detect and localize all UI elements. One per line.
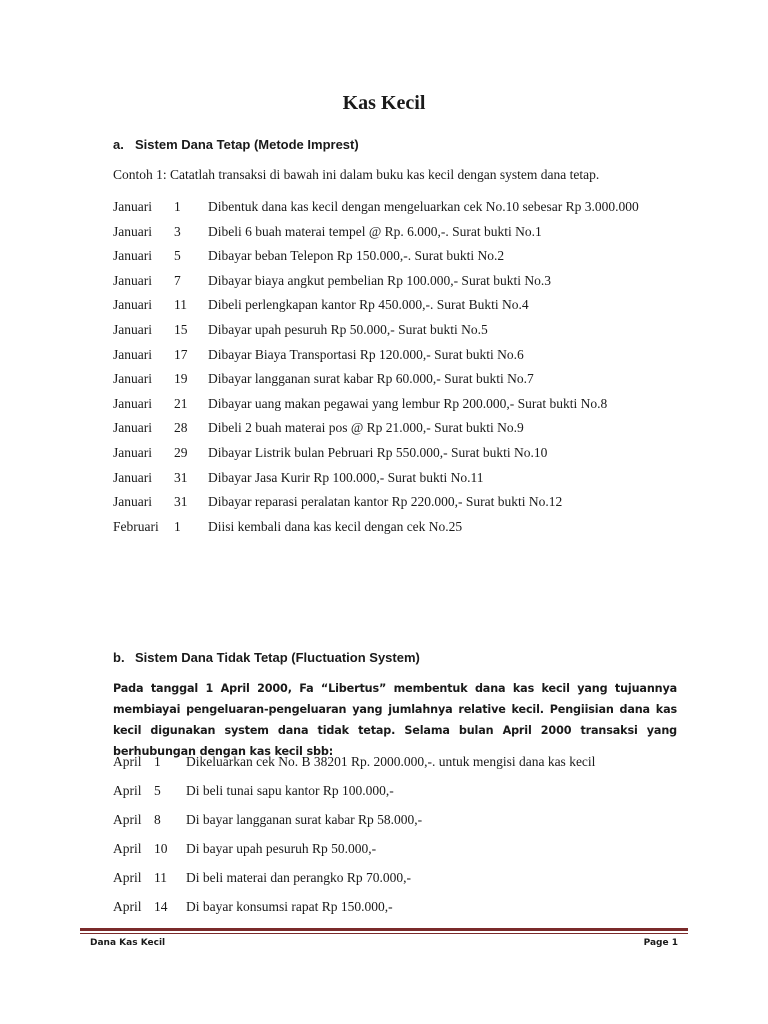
transaction-row	[113, 197, 639, 222]
transaction-row	[113, 271, 639, 296]
section-b-heading	[113, 650, 420, 665]
transaction-month: Januari	[113, 420, 152, 436]
transaction-row	[113, 369, 639, 394]
transaction-day: 15	[174, 321, 188, 337]
footer-page-number: Page 1	[643, 938, 678, 948]
transaction-description: Dibayar uang makan pegawai yang lembur Rp 200.000,- Surat bukti No.8	[208, 395, 608, 411]
transaction-row	[113, 897, 595, 926]
transaction-day: 8	[154, 812, 161, 827]
transaction-row	[113, 394, 639, 419]
section-a-number: a.	[113, 137, 124, 152]
transaction-month: Januari	[113, 223, 152, 239]
transaction-description: Dibayar upah pesuruh Rp 50.000,- Surat bukti No.5	[208, 321, 488, 337]
transaction-description: Di bayar konsumsi rapat Rp 150.000,-	[186, 899, 393, 914]
transaction-row	[113, 320, 639, 345]
transaction-row	[113, 752, 595, 781]
transaction-row	[113, 443, 639, 468]
transaction-month: Januari	[113, 395, 152, 411]
transaction-description: Dibayar reparasi peralatan kantor Rp 220.000,- Surat bukti No.12	[208, 494, 563, 510]
transaction-day: 10	[154, 841, 168, 856]
transaction-month: Januari	[113, 494, 152, 510]
transaction-month: Januari	[113, 272, 152, 288]
transaction-month: Januari	[113, 444, 152, 460]
section-a-intro: Contoh 1: Catatlah transaksi di bawah ini dalam buku kas kecil dengan system dana tetap.	[113, 167, 600, 182]
footer-divider-thick	[80, 928, 688, 931]
transaction-month: April	[113, 899, 142, 914]
transaction-day: 29	[174, 444, 188, 460]
transaction-row	[113, 468, 639, 493]
transaction-day: 1	[154, 754, 161, 769]
transaction-month: Januari	[113, 199, 152, 214]
section-b-transaction-list	[113, 752, 595, 926]
transaction-day: 31	[174, 469, 188, 485]
footer-title: Dana Kas Kecil	[90, 938, 166, 948]
transaction-month: Januari	[113, 371, 152, 387]
transaction-day: 19	[174, 371, 188, 387]
transaction-month: April	[113, 783, 142, 798]
transaction-description: Dibayar Jasa Kurir Rp 100.000,- Surat bukti No.11	[208, 469, 484, 485]
transaction-row	[113, 295, 639, 320]
transaction-day: 31	[174, 494, 188, 510]
transaction-description: Dibeli 2 buah materai pos @ Rp 21.000,- Surat bukti No.9	[208, 420, 524, 436]
transaction-day: 17	[174, 346, 188, 362]
transaction-description: Dibayar langganan surat kabar Rp 60.000,- Surat bukti No.7	[208, 371, 534, 387]
transaction-month: Januari	[113, 248, 152, 264]
transaction-description: Di bayar upah pesuruh Rp 50.000,-	[186, 841, 377, 856]
transaction-day: 5	[174, 248, 181, 264]
transaction-description: Dibayar Listrik bulan Pebruari Rp 550.000,- Surat bukti No.10	[208, 444, 548, 460]
transaction-day: 14	[154, 899, 168, 914]
transaction-description: Dibayar Biaya Transportasi Rp 120.000,- Surat bukti No.6	[208, 346, 524, 362]
transaction-row	[113, 810, 595, 839]
transaction-month: April	[113, 812, 142, 827]
transaction-day: 21	[174, 395, 188, 411]
transaction-description: Dibayar beban Telepon Rp 150.000,-. Surat bukti No.2	[208, 248, 505, 264]
section-a-heading	[113, 137, 359, 152]
transaction-day: 5	[154, 783, 161, 798]
transaction-row	[113, 839, 595, 868]
transaction-month: Januari	[113, 321, 152, 337]
transaction-month: Januari	[113, 469, 152, 485]
transaction-description: Dibentuk dana kas kecil dengan mengeluarkan cek No.10 sebesar Rp 3.000.000	[208, 199, 639, 214]
transaction-month: Januari	[113, 297, 152, 313]
transaction-month: April	[113, 870, 142, 885]
transaction-description: Dikeluarkan cek No. B 38201 Rp. 2000.000,-. untuk mengisi dana kas kecil	[186, 754, 596, 769]
transaction-description: Di beli tunai sapu kantor Rp 100.000,-	[186, 783, 394, 798]
section-b-number: b.	[113, 650, 125, 665]
transaction-month: April	[113, 841, 142, 856]
transaction-day: 1	[174, 518, 181, 534]
transaction-row	[113, 517, 639, 542]
footer-divider-thin	[80, 933, 688, 934]
document-title: Kas Kecil	[342, 92, 426, 114]
transaction-row	[113, 246, 639, 271]
transaction-description: Dibeli perlengkapan kantor Rp 450.000,-. Surat Bukti No.4	[208, 297, 529, 313]
transaction-month: Januari	[113, 346, 152, 362]
section-b-title: Sistem Dana Tidak Tetap (Fluctuation System)	[135, 650, 420, 665]
transaction-day: 3	[174, 223, 181, 239]
transaction-description: Dibayar biaya angkut pembelian Rp 100.000,- Surat bukti No.3	[208, 272, 552, 288]
transaction-day: 11	[154, 870, 167, 885]
section-a-transaction-list	[113, 197, 639, 541]
transaction-day: 1	[174, 199, 181, 214]
transaction-row	[113, 418, 639, 443]
transaction-row	[113, 222, 639, 247]
transaction-description: Di beli materai dan perangko Rp 70.000,-	[186, 870, 411, 885]
transaction-month: Februari	[113, 518, 159, 534]
transaction-row	[113, 781, 595, 810]
transaction-row	[113, 492, 639, 517]
transaction-description: Dibeli 6 buah materai tempel @ Rp. 6.000,-. Surat bukti No.1	[208, 223, 542, 239]
transaction-month: April	[113, 754, 142, 769]
transaction-description: Di bayar langganan surat kabar Rp 58.000,-	[186, 812, 423, 827]
transaction-description: Diisi kembali dana kas kecil dengan cek No.25	[208, 518, 463, 534]
transaction-day: 7	[174, 272, 181, 288]
transaction-row	[113, 868, 595, 897]
section-b-paragraph: Pada tanggal 1 April 2000, Fa “Libertus” membentuk dana kas kecil yang tujuannya membiayai pengeluaran-pengeluaran yang jumlahnya relative kecil. Pengiisian dana kas kecil digunakan system dana tidak tetap. Selama bulan April 2000 transaksi yang berhubungan dengan kas kecil sbb:	[113, 682, 677, 758]
transaction-day: 11	[174, 297, 187, 313]
transaction-row	[113, 345, 639, 370]
transaction-day: 28	[174, 420, 188, 436]
section-a-title: Sistem Dana Tetap (Metode Imprest)	[135, 137, 359, 152]
